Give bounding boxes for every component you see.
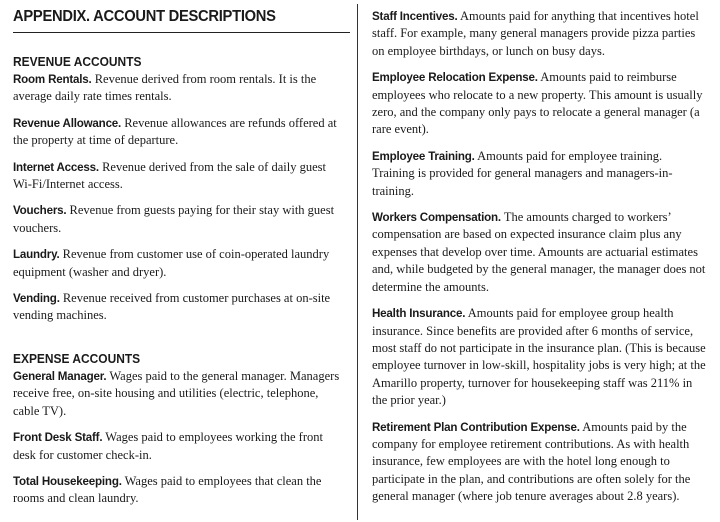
account-description: Revenue derived from the sale of daily guest Wi-Fi/Internet access. <box>13 159 326 192</box>
account-entry-vouchers <box>13 202 343 237</box>
account-entry-room-rentals <box>13 71 343 106</box>
expense-accounts-heading: EXPENSE ACCOUNTS <box>13 350 141 366</box>
account-entry-health-insurance <box>372 305 706 409</box>
account-description: Amounts paid for anything that incentives hotel staff. For example, many general managers provide pizza parties on employee birthdays, or lunch on busy days. <box>372 9 699 58</box>
account-term: Employee Relocation Expense. <box>372 71 538 85</box>
account-entry-staff-incentives <box>372 8 706 60</box>
page-title: APPENDIX. ACCOUNT DESCRIPTIONS <box>13 8 276 25</box>
account-description: Wages paid to employees that clean the rooms and clean laundry. <box>13 473 322 506</box>
account-description: Revenue received from customer purchases at on-site vending machines. <box>13 291 331 323</box>
account-description: Revenue derived from room rentals. It is the average daily rate times rentals. <box>13 72 317 104</box>
account-description: Revenue from guests paying for their stay with guest vouchers. <box>13 203 335 235</box>
account-entry-general-manager <box>13 368 343 420</box>
account-term: General Manager. <box>13 369 107 383</box>
account-description: Revenue allowances are refunds offered at the property at time of departure. <box>13 115 337 148</box>
account-description: Amounts paid for employee group health insurance. Since benefits are provided after 6 months of service, most staff do not participate in the insurance plan. (This is because employee turnover in low-skill, hospitality jobs is very high; at the Amarillo property, turnover for housekeeping staff was 211% in the prior year.) <box>372 306 706 408</box>
account-term: Front Desk Staff. <box>13 431 103 445</box>
account-description: Amounts paid to reimburse employees who relocate to a new property. This amount is usually zero, and the company only pays to relocate a general manager (a rare event). <box>372 70 703 137</box>
account-entry-internet-access <box>13 159 343 194</box>
account-entry-total-housekeeping <box>13 473 343 508</box>
account-entry-revenue-allowance <box>13 115 343 150</box>
account-entry-employee-relocation <box>372 69 706 139</box>
account-entry-vending <box>13 290 343 325</box>
account-entry-front-desk-staff <box>13 429 343 464</box>
left-column <box>13 8 343 517</box>
account-description: Amounts paid for employee training. Training is provided for general managers and managers-in-training. <box>372 148 673 198</box>
account-term: Staff Incentives. <box>372 10 458 23</box>
column-divider <box>357 4 358 520</box>
revenue-accounts-heading: REVENUE ACCOUNTS <box>13 54 142 69</box>
account-term: Total Housekeeping. <box>13 474 122 488</box>
account-term: Retirement Plan Contribution Expense. <box>372 420 580 434</box>
right-column <box>372 8 706 515</box>
account-term: Internet Access. <box>13 160 99 174</box>
account-description: Amounts paid by the company for employee retirement contributions. As with health insurance, few employees are with the hotel long enough to participate in the plan, and contributions are often solely for the general manager (where job tenure averages about 2.8 years). <box>372 419 691 504</box>
account-description: Revenue from customer use of coin-operated laundry equipment (washer and dryer). <box>13 247 330 279</box>
account-entry-laundry <box>13 246 343 281</box>
title-rule <box>13 32 350 33</box>
account-description: Wages paid to the general manager. Managers receive free, on-site housing and utilities (electric, telephone, cable TV). <box>13 368 340 418</box>
account-term: Employee Training. <box>372 149 475 163</box>
account-term: Vending. <box>13 292 60 306</box>
account-description: Wages paid to employees working the front desk for customer check-in. <box>13 430 323 462</box>
account-term: Revenue Allowance. <box>13 116 122 130</box>
account-term: Room Rentals. <box>13 73 92 86</box>
account-term: Vouchers. <box>13 204 67 218</box>
account-entry-workers-compensation <box>372 209 706 296</box>
account-term: Workers Compensation. <box>372 211 501 225</box>
account-term: Health Insurance. <box>372 307 466 321</box>
account-entry-employee-training <box>372 148 706 200</box>
account-entry-retirement-plan <box>372 419 706 506</box>
account-term: Laundry. <box>13 248 60 262</box>
account-description: The amounts charged to workers’ compensation are based on expected insurance claim plus any expenses that develop over time. Amounts are actuarial estimates and, while budgeted by the general manager, the manager does not determine the amounts. <box>372 210 706 294</box>
